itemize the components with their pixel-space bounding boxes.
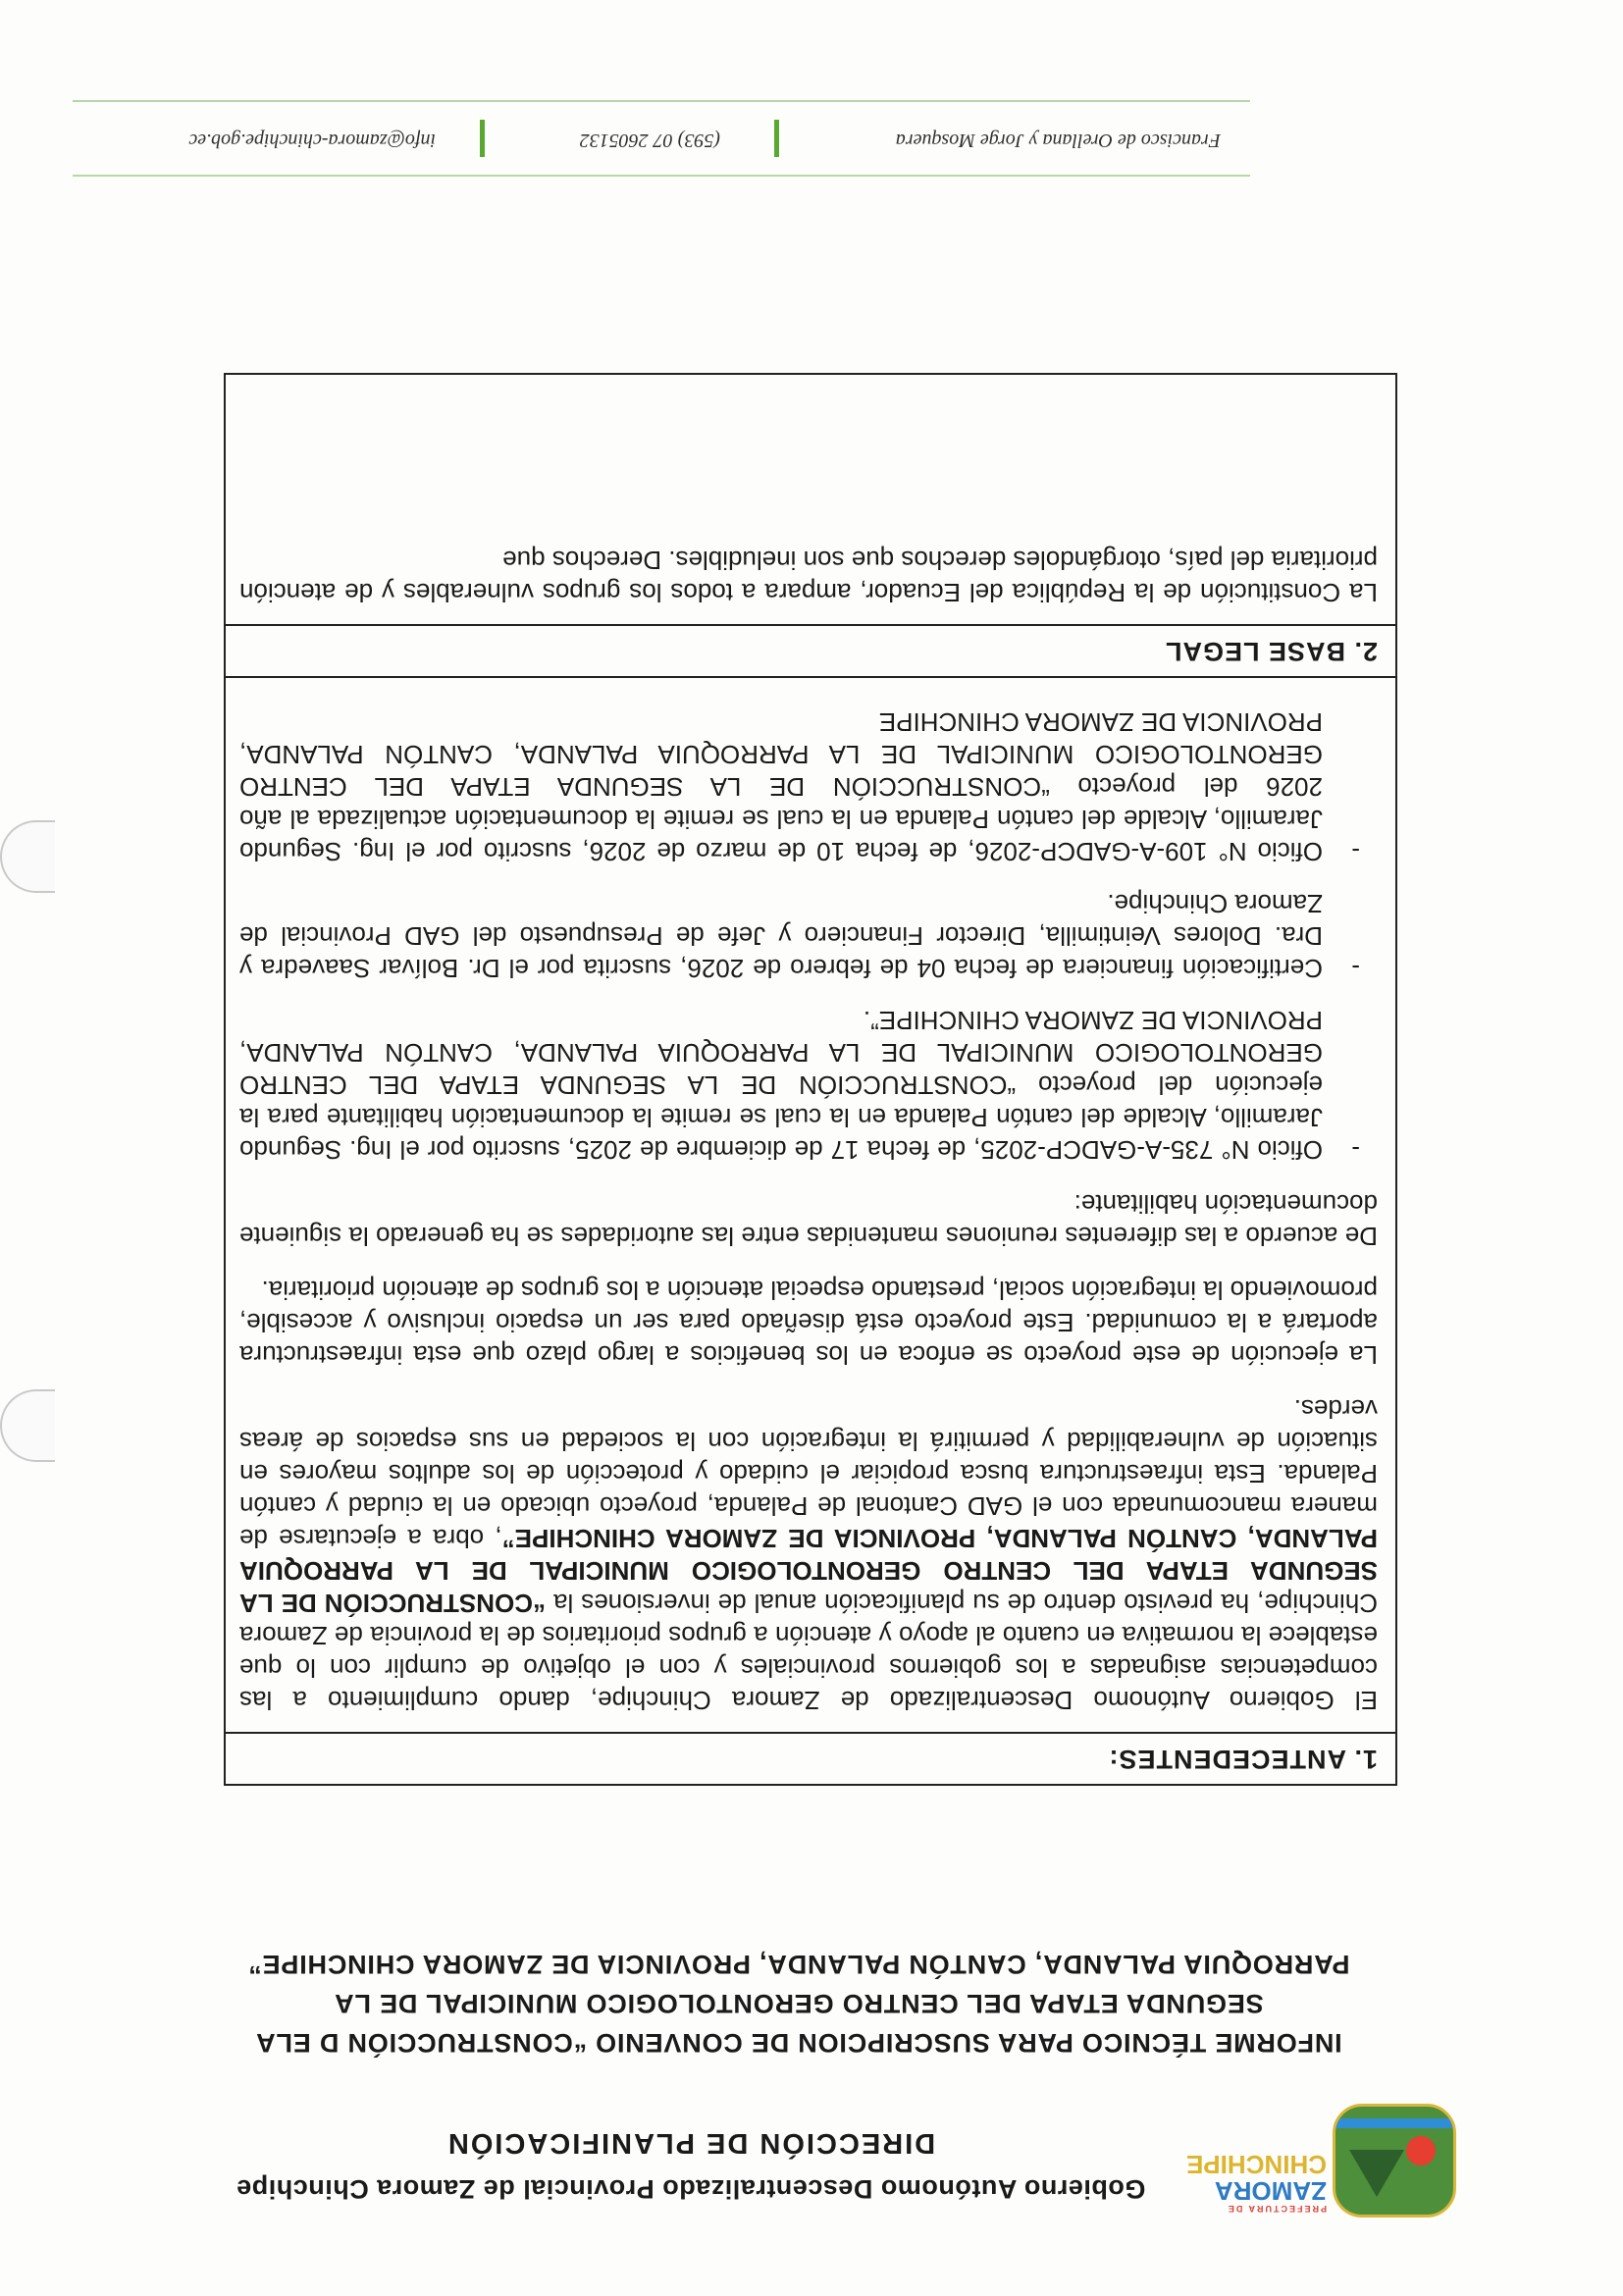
section-body-base-legal <box>226 514 1395 624</box>
footer-separator <box>774 120 779 157</box>
section-body-antecedentes <box>226 678 1395 1732</box>
brand-prefix: PREFECTURA DE <box>1226 2204 1327 2214</box>
brand-line-2: CHINCHIPE <box>1185 2150 1327 2179</box>
paragraph <box>239 1392 1378 1716</box>
paragraph: La Constitución de la República del Ecuador, ampara a todos los grupos vulnerables y de atención prioritaria del país, otorgándoles derechos que son ineludibles. Derechos que <box>239 546 1378 607</box>
letterhead <box>220 2110 1456 2218</box>
footer-address: Francisco de Orellana y Jorge Mosquera <box>895 130 1221 151</box>
footer-divider <box>73 175 1250 177</box>
river-icon <box>1335 2118 1453 2128</box>
footer-phone: (593) 07 2605132 <box>579 130 720 151</box>
paragraph: De acuerdo a las diferentes reuniones mantenidas entre las autoridades se ha generado la siguiente documentación habilitante: <box>239 1189 1378 1251</box>
list-item: - Oficio N° 735-A-GADCP-2025, de fecha 17 de diciembre de 2025, suscrito por el Ing. Segundo Jaramillo, Alcalde del cantón Palanda en la cual se remite la documentación habilitante para la ejecución del proyecto “CONSTRUCCIÓN DE LA SEGUNDA ETAPA DEL CENTRO GERONTOLOGICO MUNICIPAL DE LA PARROQUIA PALANDA, CANTÓN PALANDA, PROVINCIA DE ZAMORA CHINCHIPE”. <box>239 1004 1378 1166</box>
section-heading-antecedentes: 1. ANTECEDENTES: <box>226 1732 1395 1784</box>
government-name: Gobierno Autónomo Descentralizado Provincial de Zamora Chinchipe <box>236 2174 1146 2204</box>
punch-hole <box>0 1389 55 1462</box>
sun-icon <box>1406 2136 1436 2166</box>
section-heading-base-legal: 2. BASE LEGAL <box>226 624 1395 678</box>
report-title-line: SEGUNDA ETAPA DEL CENTRO GERONTOLOGICO MUNICIPAL DE LA <box>334 1989 1264 2018</box>
report-title-line: PARROQUIA PALANDA, CANTÓN PALANDA, PROVINCIA DE ZAMORA CHINCHIPE” <box>247 1950 1350 1979</box>
report-title-line: INFORME TÉCNICO PARA SUSCRIPCION DE CONVENIO “CONSTRUCCIÓN D ELA <box>255 2028 1342 2058</box>
footer-separator <box>480 120 485 157</box>
footer <box>73 118 1250 157</box>
footer-email[interactable]: info@zamora-chinchipe.gob.ec <box>188 130 436 151</box>
project-name-bold: “CONSTRUCCIÓN DE LA SEGUNDA ETAPA DEL CENTRO GERONTOLOGICO MUNICIPAL DE LA PARROQUIA PALANDA, CANTÓN PALANDA, PROVINCIA DE ZAMORA CHINCHIPE” <box>239 1524 1378 1618</box>
brand-wordmark <box>1185 2150 1327 2214</box>
content-table <box>224 373 1397 1786</box>
report-title <box>239 1945 1358 2062</box>
footer-divider <box>73 100 1250 102</box>
department-name: DIRECCIÓN DE PLANIFICACIÓN <box>445 2127 936 2159</box>
paragraph: La ejecución de este proyecto se enfoca en los beneficios a largo plazo que esta infraestructura aportará a la comunidad. Este proyecto está diseñado para ser un espacio inclusivo y accesible, promoviendo la integración social, prestando especial atención a los grupos de atención prioritaria. <box>239 1276 1378 1370</box>
paragraph-text: , obra a ejecutarse de manera mancomunada con el GAD Cantonal de Palanda, proyecto ubicado en la ciudad y cantón Palanda. Esta infraestructura busca propiciar el cuidado y protección de los adultos mayores en situación de vulnerabilidad y permitirá la integración con la sociedad en sus espacios de áreas verdes. <box>239 1394 1378 1553</box>
mountain-icon <box>1349 2150 1404 2197</box>
paragraph-text: El Gobierno Autónomo Descentralizado de Zamora Chinchipe, dando cumplimiento a las competencias asignadas a los gobiernos provinciales y con el objetivo de cumplir con lo que establece la normativa en cuanto al apoyo y atención a grupos prioritarios de la provincia de Zamora Chinchipe, ha previsto dentro de su planificación anual de inversiones la <box>239 1589 1378 1715</box>
brand-line-1: ZAMORA <box>1214 2176 1327 2206</box>
list-item: - Oficio N° 109-A-GADCP-2026, de fecha 10 de marzo de 2026, suscrito por el Ing. Segundo Jaramillo, Alcalde del cantón Palanda en la cual se remite la documentación actualizada al año 2026 del proyecto “CONSTRUCCIÓN DE LA SEGUNDA ETAPA DEL CENTRO GERONTOLOGICO MUNICIPAL DE LA PARROQUIA PALANDA, CANTÓN PALANDA, PROVINCIA DE ZAMORA CHINCHIPE <box>239 705 1378 867</box>
punch-hole <box>0 820 55 893</box>
document-list <box>239 705 1378 1166</box>
list-item: - Certificación financiera de fecha 04 de febrero de 2026, suscrita por el Dr. Bolívar Saavedra y Dra. Dolores Veintimilla, Director Financiero y Jefe de Presupuesto del GAD Provincial de Zamora Chinchipe. <box>239 887 1378 984</box>
prefecture-logo <box>1333 2104 1456 2218</box>
